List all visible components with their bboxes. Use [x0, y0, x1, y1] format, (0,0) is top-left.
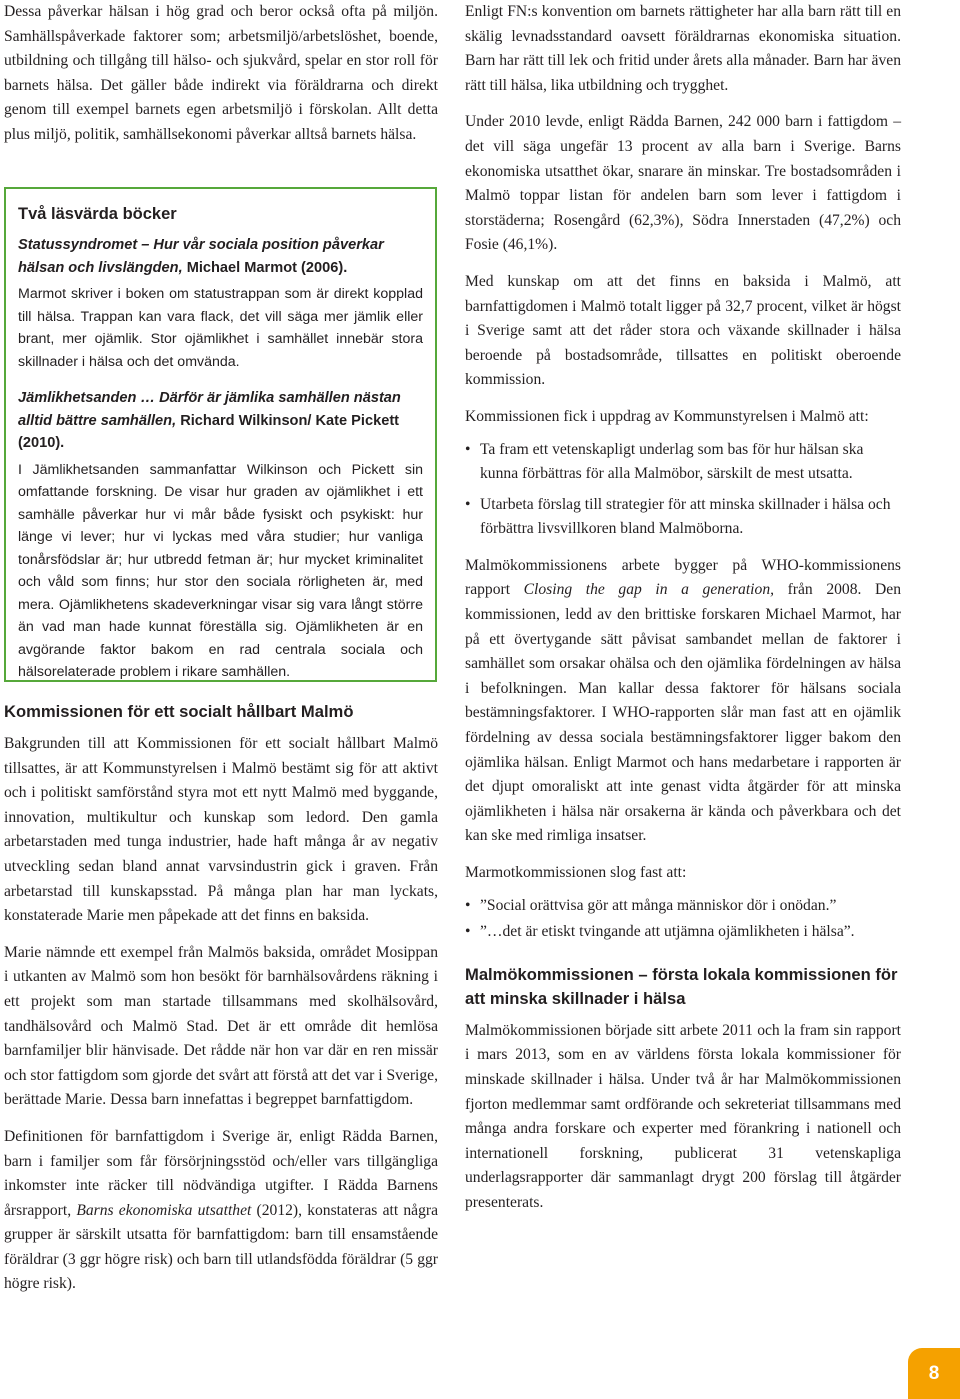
marmot-quotes-list — [465, 894, 901, 945]
list-item: • Ta fram ett vetenskapligt underlag som bas för hur hälsan ska kunna förbättras för alla Malmöbor, särskilt de mest utsatta. — [465, 438, 901, 487]
bullet-icon: • — [465, 923, 471, 941]
definition-text-a: Definitionen för barnfattigdom i Sverige är, enligt Rädda Barnen, barn i familjer som får försörjningsstöd och/eller vars tillgängliga inkomster inte räcker till nödvändiga utgifter. I Rädda Barnens årsrapport, — [4, 1127, 438, 1219]
book2-author: Richard Wilkinson/ Kate Pickett (2010). — [18, 412, 400, 451]
book1-author: Michael Marmot (2006). — [182, 259, 348, 276]
book2-title-italic: Jämlikhetsanden … Därför är jämlika samhällen nästan alltid bättre samhällen, — [18, 390, 401, 429]
marmot-conclusion-intro: Marmotkommissionen slog fast att: — [465, 864, 687, 881]
poverty-stats-paragraph: Under 2010 levde, enligt Rädda Barnen, 242 000 barn i fattigdom – det vill säga ungefär 13 procent av alla barn i Sverige. Barns ekonomiska utsatthet ökar, snarare än minskar. Tre bostadsområden i Malmö toppar listan för andelen barn som lever i fattigdom i storstäderna; Rosengård (62,3%), Södra Innerstaden (47,2%) och Fosie (46,1%). — [465, 113, 901, 254]
commission-appointed-paragraph: Med kunskap om att det finns en baksida i Malmö, att barnfattigdomen i Malmö totalt ligger på 32,7 procent, vilket är högst i Sverige samt att det råder stora och växande skillnader i hälsa beroende på bostadsområde, tillsattes en politiskt oberoende kommission. — [465, 272, 901, 389]
page-number-badge — [908, 1348, 960, 1399]
section-heading-malmo-commission: Malmökommissionen – första lokala kommissionen för att minska skillnader i hälsa — [465, 964, 898, 1008]
bullet-icon: • — [465, 495, 471, 513]
assignment-list — [465, 438, 901, 542]
intro-paragraph: Dessa påverkar hälsan i hög grad och beror också ofta på miljön. Samhällspåverkade faktorer som; arbetsmiljö/arbetslöshet, boende, utbildning och tillgång till hälso- och sjukvård, spelar en stor roll för barnets hälsa. Det gäller både indirekt via föräldrarna och direkt genom till exempel barnets egen arbetsmiljö i förskolan. Allt detta plus miljö, politik, samhällsekonomi påverkar alltså barnets hälsa. — [4, 3, 438, 143]
box-title: Två läsvärda böcker — [18, 205, 177, 223]
assignment-intro: Kommissionen fick i uppdrag av Kommunstyrelsen i Malmö att: — [465, 407, 869, 425]
bullet-icon: • — [465, 896, 471, 914]
book1-title — [18, 234, 423, 279]
section-heading-commission: Kommissionen för ett socialt hållbart Malmö — [4, 702, 354, 721]
book-recommendations-box — [4, 187, 437, 682]
right-column — [465, 0, 901, 1216]
definition-text-b: (2012), konstateras att några grupper är särskilt utsatta för barnfattigdom: barn till ensamstående föräldrar (3 ggr högre risk) och barn till utlandsfödda föräldrar (5 ggr högre risk). — [4, 1201, 438, 1293]
page-number: 8 — [928, 1362, 940, 1384]
list-item: • ”…det är etiskt tvingande att utjämna ojämlikheten i hälsa”. — [465, 920, 901, 945]
who-report-title: Closing the gap in a generation, — [523, 581, 775, 599]
left-column-bottom — [4, 700, 438, 1297]
list-item: • ”Social orättvisa gör att många människor dör i onödan.” — [465, 894, 901, 919]
left-column-top — [4, 0, 438, 148]
who-commission-paragraph: Malmökommissionens arbete bygger på WHO-kommissionens rapport Closing the gap in a generation, från 2008. Den kommissionen, ledd av den brittiske forskaren Michael Marmot, har på ett övertygande sätt påvisat sambandet mellan de faktorer i samhället som orsakar ohälsa och den ojämlika fördelningen av hälsa i befolkningen. Man kallar dessa faktorer för hälsans sociala bestämningsfaktorer. I WHO-rapporten slår man fast att en ojämlik fördelning av dessa sociala bestämningsfaktorer ligger bakom den ojämlika hälsan. Enligt Marmot och hans medarbetare i rapporten är det djupt omoraliskt att inte genast vidta åtgärder för att minska ojämlikheten i hälsa när orsakerna är kända och påverkbara och det kan ske med rimliga insatser. — [465, 556, 901, 845]
malmo-commission-paragraph: Malmökommissionen började sitt arbete 2011 och la fram sin rapport i mars 2013, som en av världens första lokala kommissioner för minskade skillnader i hälsa. Under två år har Malmökommissionen fjorton medlemmar samt ordförande och sekreteriat tillsammans med många andra forskare och experter med förankring i nationell och internationell forskning, publicerat 31 vetenskapliga underlagsrapporter där sammanlagt drygt 200 förslag till åtgärder presenterats. — [465, 1021, 901, 1211]
mosippan-paragraph: Marie nämnde ett exempel från Malmös baksida, området Mosippan i utkanten av Malmö som hon besökt för barnhälsovårdens räkning i ett projekt som man startade tillsammans med skolhälsovård, tandhälsovård och Malmö Stad. Det är ett område dit hemlösa barnfamiljer blir hänvisade. Det rådde när hon var där en ren missär och stor fattigdom som gjorde det svårt att förstå att det var i Sverige, berättade Marie. Dessa barn innefattas i begreppet barnfattigdom. — [4, 943, 438, 1109]
definition-paragraph — [4, 1125, 438, 1297]
book1-text: Marmot skriver i boken om statustrappan som är direkt kopplad till hälsa. Trappan kan vara flack, det vill säga mer jämlik eller brant, mer ojämlik. Stor ojämlikhet i samhället innebär stora skillnader i hälsa och det omvända. — [18, 286, 423, 370]
book1-title-italic: Statussyndromet – Hur vår sociala position påverkar hälsan och livslängden, — [18, 237, 384, 276]
bullet-icon: • — [465, 440, 471, 458]
background-paragraph: Bakgrunden till att Kommissionen för ett socialt hållbart Malmö tillsattes, är att Kommunstyrelsen i Malmö bestämt sig för att aktivt och i politiskt samförstånd styra mot ett nytt Malmö med byggande, innovation, multikultur och kunskap som ledord. Den gamla arbetarstaden med tunga industrier, hade haft många år av negativ utveckling sedan bland annat varvsindustrin gick i graven. Från arbetarstad till kunskapsstad. På många plan har man lyckats, konstaterade Marie men påpekade att det finns en baksida. — [4, 735, 438, 925]
list-item: • Utarbeta förslag till strategier för att minska skillnader i hälsa och förbättra livsvillkoren bland Malmöborna. — [465, 493, 901, 542]
book2-title — [18, 387, 423, 455]
book2-text: I Jämlikhetsanden sammanfattar Wilkinson och Pickett sin omfattande forskning. De visar hur graden av ojämlikhet i ett samhälle påverkar hur vi mår både fysiskt och psykiskt: hur länge vi lever; hur vi lyckas med våra studier; hur vanliga tonårsfödslar är; hur utbredd fetman är; hur mycket kriminalitet och våld som finns; hur stor den sociala rörligheten är, med mera. Ojämlikhetens skadeverkningar visar sig vara långt större än vad man hade kunnat föreställa sig. Ojämlikheten är en avgörande faktor bakom en rad centrala sociala och hälsorelaterade problem i rikare samhällen. — [18, 461, 423, 680]
un-convention-paragraph: Enligt FN:s konvention om barnets rättigheter har alla barn rätt till en skälig levnadsstandard oavsett föräldrarnas ekonomiska situation. Barn har rätt till lek och fritid under årets alla månader. Barn har även rätt till hälsa, lika utbildning och trygghet. — [465, 3, 901, 94]
report-title: Barns ekonomiska utsatthet — [76, 1201, 252, 1219]
